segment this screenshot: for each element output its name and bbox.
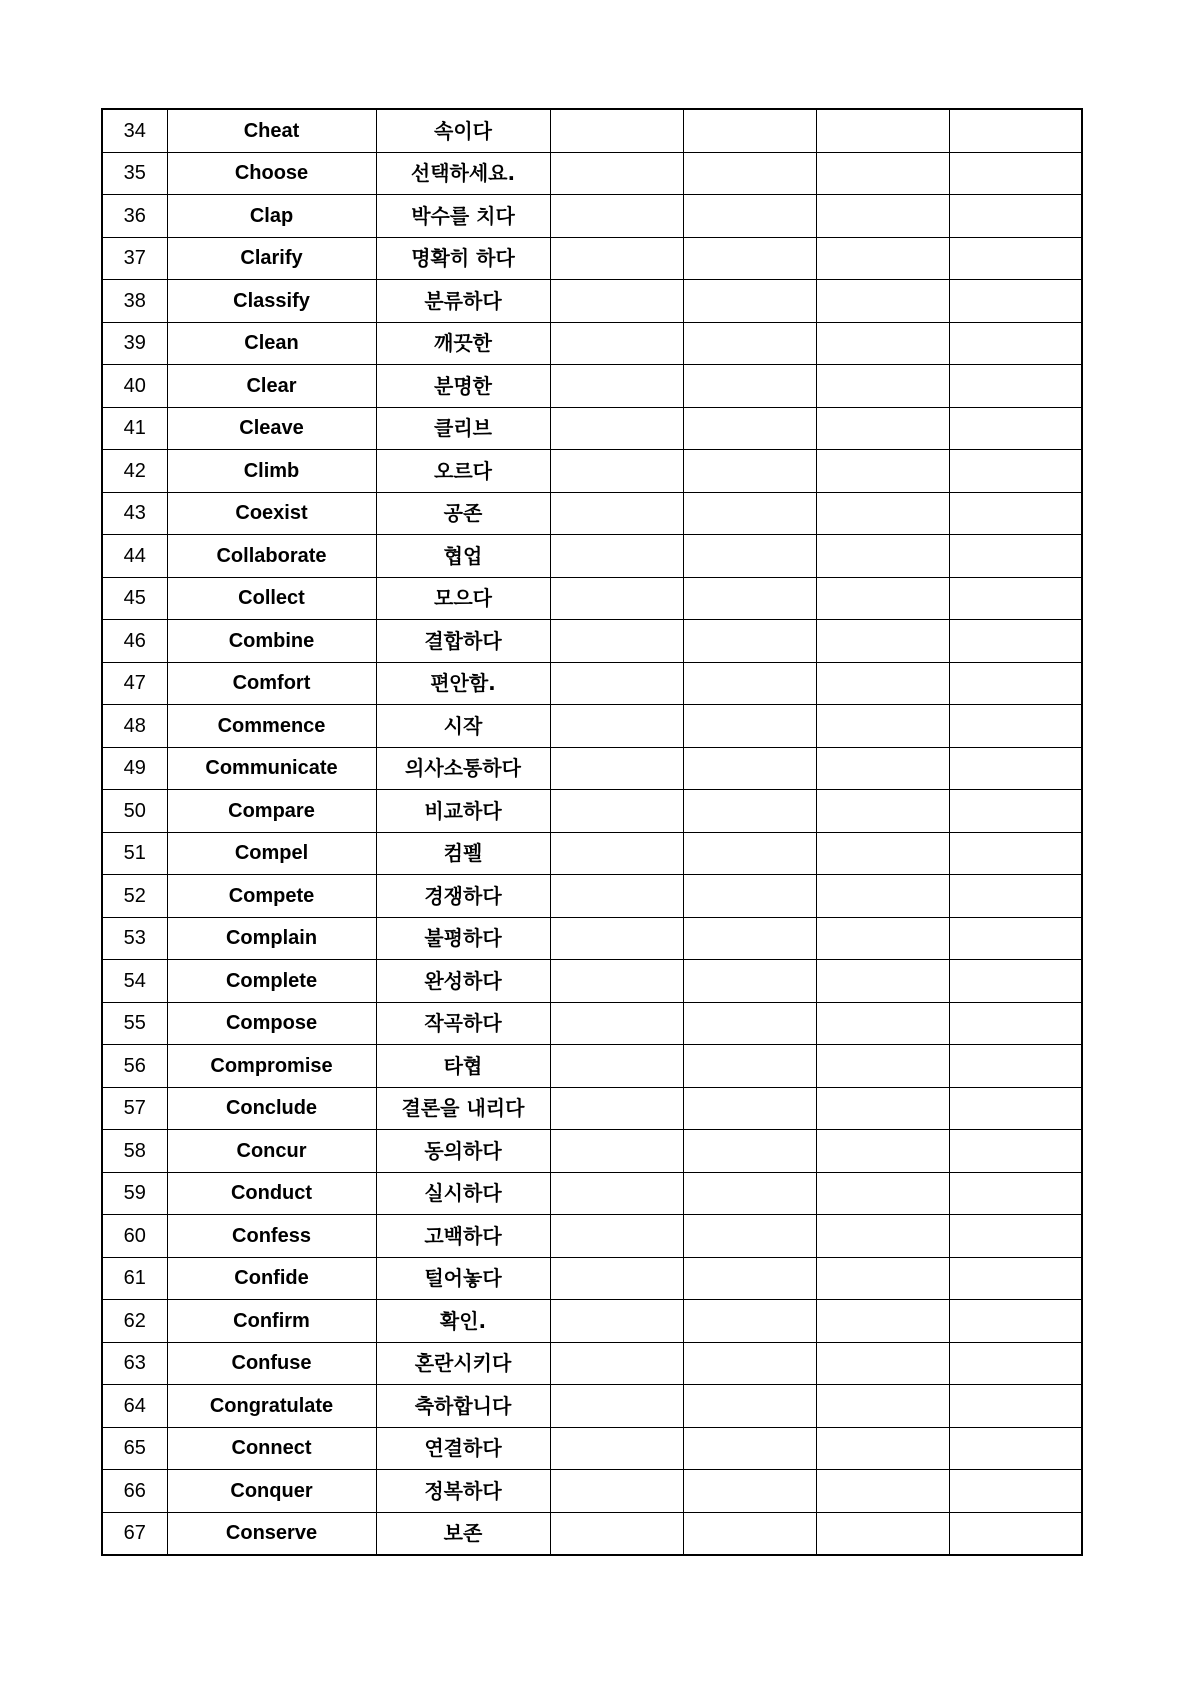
row-number: 65 <box>102 1427 167 1470</box>
table-row <box>102 1002 1082 1045</box>
row-number: 52 <box>102 875 167 918</box>
practice-cell-4[interactable] <box>949 917 1082 960</box>
row-number: 49 <box>102 747 167 790</box>
practice-cell-2[interactable] <box>683 1300 816 1343</box>
table-row <box>102 1257 1082 1300</box>
english-word: Clap <box>167 195 376 238</box>
practice-cell-1[interactable] <box>550 407 683 450</box>
english-word: Concur <box>167 1130 376 1173</box>
practice-cell-4[interactable] <box>949 1215 1082 1258</box>
practice-cell-1[interactable] <box>550 1215 683 1258</box>
row-number: 46 <box>102 620 167 663</box>
table-row <box>102 535 1082 578</box>
practice-cell-3[interactable] <box>816 195 949 238</box>
vocabulary-table <box>101 108 1083 1556</box>
practice-cell-3[interactable] <box>816 1427 949 1470</box>
practice-cell-1[interactable] <box>550 1087 683 1130</box>
english-word: Congratulate <box>167 1385 376 1428</box>
table-row <box>102 1427 1082 1470</box>
english-word: Choose <box>167 152 376 195</box>
row-number: 39 <box>102 322 167 365</box>
english-word: Complete <box>167 960 376 1003</box>
korean-meaning: 공존 <box>376 492 550 535</box>
practice-cell-3[interactable] <box>816 747 949 790</box>
table-row <box>102 1512 1082 1555</box>
practice-cell-3[interactable] <box>816 662 949 705</box>
practice-cell-3[interactable] <box>816 917 949 960</box>
table-row <box>102 365 1082 408</box>
practice-cell-4[interactable] <box>949 1257 1082 1300</box>
table-row <box>102 1470 1082 1513</box>
practice-cell-2[interactable] <box>683 450 816 493</box>
practice-cell-2[interactable] <box>683 365 816 408</box>
korean-meaning: 결합하다 <box>376 620 550 663</box>
practice-cell-4[interactable] <box>949 790 1082 833</box>
practice-cell-2[interactable] <box>683 1470 816 1513</box>
practice-cell-3[interactable] <box>816 450 949 493</box>
table-row <box>102 832 1082 875</box>
row-number: 58 <box>102 1130 167 1173</box>
practice-cell-2[interactable] <box>683 322 816 365</box>
practice-cell-4[interactable] <box>949 450 1082 493</box>
row-number: 63 <box>102 1342 167 1385</box>
practice-cell-1[interactable] <box>550 1130 683 1173</box>
practice-cell-1[interactable] <box>550 1470 683 1513</box>
practice-cell-2[interactable] <box>683 620 816 663</box>
practice-cell-3[interactable] <box>816 237 949 280</box>
practice-cell-1[interactable] <box>550 1342 683 1385</box>
practice-cell-4[interactable] <box>949 960 1082 1003</box>
practice-cell-2[interactable] <box>683 1002 816 1045</box>
table-row <box>102 662 1082 705</box>
practice-cell-4[interactable] <box>949 1427 1082 1470</box>
practice-cell-2[interactable] <box>683 1087 816 1130</box>
korean-meaning: 분류하다 <box>376 280 550 323</box>
practice-cell-1[interactable] <box>550 492 683 535</box>
table-row <box>102 747 1082 790</box>
korean-meaning: 편안함. <box>376 662 550 705</box>
practice-cell-4[interactable] <box>949 662 1082 705</box>
practice-cell-2[interactable] <box>683 790 816 833</box>
practice-cell-2[interactable] <box>683 1342 816 1385</box>
korean-meaning: 모으다 <box>376 577 550 620</box>
table-row <box>102 1300 1082 1343</box>
english-word: Confess <box>167 1215 376 1258</box>
korean-meaning: 동의하다 <box>376 1130 550 1173</box>
table-row <box>102 492 1082 535</box>
practice-cell-1[interactable] <box>550 237 683 280</box>
practice-cell-1[interactable] <box>550 365 683 408</box>
korean-meaning: 완성하다 <box>376 960 550 1003</box>
practice-cell-3[interactable] <box>816 620 949 663</box>
row-number: 62 <box>102 1300 167 1343</box>
practice-cell-3[interactable] <box>816 152 949 195</box>
practice-cell-3[interactable] <box>816 1470 949 1513</box>
korean-meaning: 불평하다 <box>376 917 550 960</box>
row-number: 67 <box>102 1512 167 1555</box>
row-number: 40 <box>102 365 167 408</box>
english-word: Collaborate <box>167 535 376 578</box>
english-word: Coexist <box>167 492 376 535</box>
english-word: Commence <box>167 705 376 748</box>
practice-cell-3[interactable] <box>816 1300 949 1343</box>
table-row <box>102 1130 1082 1173</box>
practice-cell-3[interactable] <box>816 492 949 535</box>
practice-cell-4[interactable] <box>949 577 1082 620</box>
practice-cell-1[interactable] <box>550 1257 683 1300</box>
korean-meaning: 속이다 <box>376 109 550 152</box>
practice-cell-1[interactable] <box>550 1385 683 1428</box>
practice-cell-4[interactable] <box>949 407 1082 450</box>
english-word: Conclude <box>167 1087 376 1130</box>
table-row <box>102 705 1082 748</box>
practice-cell-2[interactable] <box>683 109 816 152</box>
practice-cell-2[interactable] <box>683 662 816 705</box>
english-word: Compare <box>167 790 376 833</box>
row-number: 56 <box>102 1045 167 1088</box>
practice-cell-4[interactable] <box>949 705 1082 748</box>
english-word: Communicate <box>167 747 376 790</box>
practice-cell-2[interactable] <box>683 237 816 280</box>
practice-cell-4[interactable] <box>949 322 1082 365</box>
practice-cell-2[interactable] <box>683 492 816 535</box>
practice-cell-3[interactable] <box>816 535 949 578</box>
korean-meaning: 작곡하다 <box>376 1002 550 1045</box>
english-word: Combine <box>167 620 376 663</box>
english-word: Clarify <box>167 237 376 280</box>
row-number: 64 <box>102 1385 167 1428</box>
practice-cell-1[interactable] <box>550 875 683 918</box>
practice-cell-4[interactable] <box>949 1385 1082 1428</box>
practice-cell-1[interactable] <box>550 1427 683 1470</box>
english-word: Clean <box>167 322 376 365</box>
practice-cell-1[interactable] <box>550 577 683 620</box>
practice-cell-1[interactable] <box>550 747 683 790</box>
practice-cell-2[interactable] <box>683 705 816 748</box>
practice-cell-2[interactable] <box>683 917 816 960</box>
practice-cell-3[interactable] <box>816 832 949 875</box>
table-row <box>102 1385 1082 1428</box>
english-word: Compose <box>167 1002 376 1045</box>
korean-meaning: 털어놓다 <box>376 1257 550 1300</box>
practice-cell-2[interactable] <box>683 577 816 620</box>
korean-meaning: 타협 <box>376 1045 550 1088</box>
practice-cell-1[interactable] <box>550 1172 683 1215</box>
practice-cell-4[interactable] <box>949 1045 1082 1088</box>
practice-cell-4[interactable] <box>949 747 1082 790</box>
practice-cell-4[interactable] <box>949 1512 1082 1555</box>
english-word: Conquer <box>167 1470 376 1513</box>
row-number: 66 <box>102 1470 167 1513</box>
practice-cell-4[interactable] <box>949 280 1082 323</box>
english-word: Connect <box>167 1427 376 1470</box>
row-number: 37 <box>102 237 167 280</box>
practice-cell-3[interactable] <box>816 1130 949 1173</box>
practice-cell-3[interactable] <box>816 280 949 323</box>
row-number: 41 <box>102 407 167 450</box>
table-row <box>102 152 1082 195</box>
practice-cell-1[interactable] <box>550 917 683 960</box>
table-row <box>102 407 1082 450</box>
korean-meaning: 경쟁하다 <box>376 875 550 918</box>
practice-cell-1[interactable] <box>550 535 683 578</box>
practice-cell-1[interactable] <box>550 322 683 365</box>
row-number: 60 <box>102 1215 167 1258</box>
row-number: 59 <box>102 1172 167 1215</box>
practice-cell-1[interactable] <box>550 109 683 152</box>
english-word: Conserve <box>167 1512 376 1555</box>
practice-cell-1[interactable] <box>550 620 683 663</box>
english-word: Conduct <box>167 1172 376 1215</box>
korean-meaning: 비교하다 <box>376 790 550 833</box>
practice-cell-1[interactable] <box>550 1045 683 1088</box>
practice-cell-2[interactable] <box>683 875 816 918</box>
row-number: 53 <box>102 917 167 960</box>
practice-cell-1[interactable] <box>550 280 683 323</box>
table-row <box>102 322 1082 365</box>
practice-cell-1[interactable] <box>550 1002 683 1045</box>
practice-cell-1[interactable] <box>550 450 683 493</box>
practice-cell-2[interactable] <box>683 1385 816 1428</box>
table-row <box>102 1045 1082 1088</box>
table-row <box>102 195 1082 238</box>
practice-cell-1[interactable] <box>550 662 683 705</box>
korean-meaning: 실시하다 <box>376 1172 550 1215</box>
korean-meaning: 클리브 <box>376 407 550 450</box>
english-word: Compromise <box>167 1045 376 1088</box>
korean-meaning: 컴펠 <box>376 832 550 875</box>
table-body <box>102 109 1082 1555</box>
row-number: 43 <box>102 492 167 535</box>
table-row <box>102 1342 1082 1385</box>
practice-cell-2[interactable] <box>683 1130 816 1173</box>
practice-cell-1[interactable] <box>550 1300 683 1343</box>
practice-cell-4[interactable] <box>949 875 1082 918</box>
korean-meaning: 정복하다 <box>376 1470 550 1513</box>
english-word: Confide <box>167 1257 376 1300</box>
english-word: Complain <box>167 917 376 960</box>
practice-cell-4[interactable] <box>949 1002 1082 1045</box>
english-word: Cheat <box>167 109 376 152</box>
row-number: 44 <box>102 535 167 578</box>
korean-meaning: 명확히 하다 <box>376 237 550 280</box>
practice-cell-4[interactable] <box>949 365 1082 408</box>
table-row <box>102 450 1082 493</box>
row-number: 45 <box>102 577 167 620</box>
korean-meaning: 연결하다 <box>376 1427 550 1470</box>
korean-meaning: 오르다 <box>376 450 550 493</box>
english-word: Classify <box>167 280 376 323</box>
practice-cell-2[interactable] <box>683 407 816 450</box>
table-row <box>102 237 1082 280</box>
practice-cell-3[interactable] <box>816 109 949 152</box>
korean-meaning: 혼란시키다 <box>376 1342 550 1385</box>
row-number: 36 <box>102 195 167 238</box>
practice-cell-2[interactable] <box>683 1427 816 1470</box>
practice-cell-3[interactable] <box>816 1342 949 1385</box>
english-word: Comfort <box>167 662 376 705</box>
practice-cell-2[interactable] <box>683 1215 816 1258</box>
practice-cell-4[interactable] <box>949 195 1082 238</box>
row-number: 61 <box>102 1257 167 1300</box>
practice-cell-3[interactable] <box>816 790 949 833</box>
table-row <box>102 875 1082 918</box>
practice-cell-4[interactable] <box>949 152 1082 195</box>
row-number: 34 <box>102 109 167 152</box>
practice-cell-2[interactable] <box>683 195 816 238</box>
practice-cell-4[interactable] <box>949 1470 1082 1513</box>
practice-cell-4[interactable] <box>949 535 1082 578</box>
table-row <box>102 1215 1082 1258</box>
practice-cell-4[interactable] <box>949 1172 1082 1215</box>
practice-cell-2[interactable] <box>683 280 816 323</box>
row-number: 42 <box>102 450 167 493</box>
table-row <box>102 577 1082 620</box>
practice-cell-4[interactable] <box>949 832 1082 875</box>
practice-cell-3[interactable] <box>816 1257 949 1300</box>
practice-cell-4[interactable] <box>949 1087 1082 1130</box>
practice-cell-1[interactable] <box>550 790 683 833</box>
row-number: 55 <box>102 1002 167 1045</box>
english-word: Climb <box>167 450 376 493</box>
practice-cell-3[interactable] <box>816 322 949 365</box>
table-row <box>102 917 1082 960</box>
practice-cell-3[interactable] <box>816 577 949 620</box>
practice-cell-2[interactable] <box>683 1045 816 1088</box>
table-row <box>102 280 1082 323</box>
english-word: Confuse <box>167 1342 376 1385</box>
practice-cell-2[interactable] <box>683 1257 816 1300</box>
korean-meaning: 보존 <box>376 1512 550 1555</box>
practice-cell-2[interactable] <box>683 152 816 195</box>
table-row <box>102 790 1082 833</box>
row-number: 54 <box>102 960 167 1003</box>
row-number: 38 <box>102 280 167 323</box>
row-number: 48 <box>102 705 167 748</box>
english-word: Cleave <box>167 407 376 450</box>
korean-meaning: 결론을 내리다 <box>376 1087 550 1130</box>
practice-cell-3[interactable] <box>816 1385 949 1428</box>
practice-cell-2[interactable] <box>683 747 816 790</box>
english-word: Compete <box>167 875 376 918</box>
practice-cell-2[interactable] <box>683 960 816 1003</box>
table-row <box>102 1172 1082 1215</box>
practice-cell-2[interactable] <box>683 535 816 578</box>
korean-meaning: 의사소통하다 <box>376 747 550 790</box>
practice-cell-4[interactable] <box>949 1342 1082 1385</box>
practice-cell-4[interactable] <box>949 492 1082 535</box>
practice-cell-1[interactable] <box>550 152 683 195</box>
english-word: Clear <box>167 365 376 408</box>
practice-cell-3[interactable] <box>816 1215 949 1258</box>
row-number: 35 <box>102 152 167 195</box>
korean-meaning: 깨끗한 <box>376 322 550 365</box>
practice-cell-1[interactable] <box>550 832 683 875</box>
practice-cell-3[interactable] <box>816 1087 949 1130</box>
practice-cell-3[interactable] <box>816 960 949 1003</box>
practice-cell-3[interactable] <box>816 1002 949 1045</box>
row-number: 50 <box>102 790 167 833</box>
practice-cell-4[interactable] <box>949 1300 1082 1343</box>
practice-cell-3[interactable] <box>816 407 949 450</box>
korean-meaning: 협업 <box>376 535 550 578</box>
practice-cell-1[interactable] <box>550 1512 683 1555</box>
practice-cell-3[interactable] <box>816 1172 949 1215</box>
practice-cell-4[interactable] <box>949 109 1082 152</box>
practice-cell-2[interactable] <box>683 832 816 875</box>
table-row <box>102 960 1082 1003</box>
practice-cell-3[interactable] <box>816 1512 949 1555</box>
practice-cell-1[interactable] <box>550 705 683 748</box>
practice-cell-3[interactable] <box>816 705 949 748</box>
practice-cell-2[interactable] <box>683 1172 816 1215</box>
row-number: 57 <box>102 1087 167 1130</box>
korean-meaning: 박수를 치다 <box>376 195 550 238</box>
table-row <box>102 1087 1082 1130</box>
practice-cell-1[interactable] <box>550 960 683 1003</box>
table-row <box>102 620 1082 663</box>
row-number: 47 <box>102 662 167 705</box>
practice-cell-4[interactable] <box>949 237 1082 280</box>
korean-meaning: 축하합니다 <box>376 1385 550 1428</box>
table-row <box>102 109 1082 152</box>
korean-meaning: 확인. <box>376 1300 550 1343</box>
practice-cell-3[interactable] <box>816 365 949 408</box>
practice-cell-2[interactable] <box>683 1512 816 1555</box>
korean-meaning: 선택하세요. <box>376 152 550 195</box>
english-word: Confirm <box>167 1300 376 1343</box>
korean-meaning: 분명한 <box>376 365 550 408</box>
practice-cell-1[interactable] <box>550 195 683 238</box>
row-number: 51 <box>102 832 167 875</box>
practice-cell-3[interactable] <box>816 875 949 918</box>
practice-cell-4[interactable] <box>949 620 1082 663</box>
practice-cell-4[interactable] <box>949 1130 1082 1173</box>
practice-cell-3[interactable] <box>816 1045 949 1088</box>
english-word: Compel <box>167 832 376 875</box>
korean-meaning: 시작 <box>376 705 550 748</box>
korean-meaning: 고백하다 <box>376 1215 550 1258</box>
english-word: Collect <box>167 577 376 620</box>
